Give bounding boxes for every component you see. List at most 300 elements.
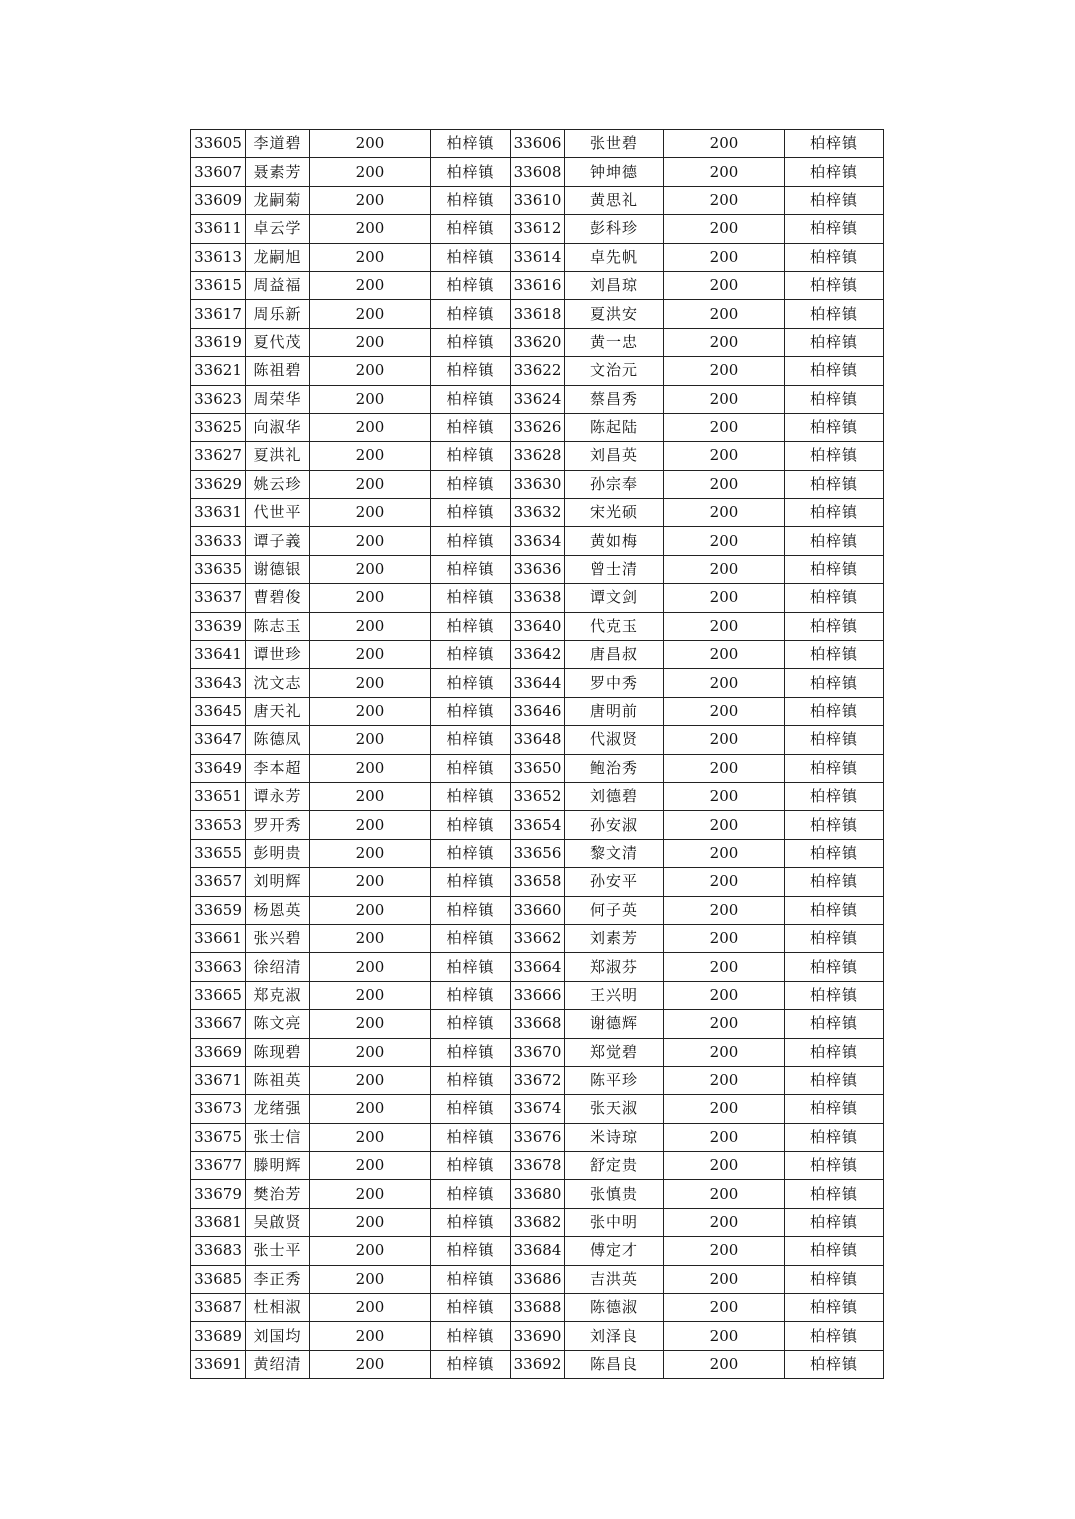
right-amount-cell: 200 — [664, 726, 785, 754]
left-amount-cell: 200 — [310, 1237, 431, 1265]
right-amount-cell: 200 — [664, 442, 785, 470]
right-id-cell: 33638 — [511, 584, 565, 612]
left-name-cell: 黄绍清 — [246, 1350, 310, 1378]
right-town-cell: 柏梓镇 — [785, 868, 884, 896]
left-id-cell: 33627 — [191, 442, 246, 470]
right-name-cell: 刘昌英 — [565, 442, 664, 470]
right-amount-cell: 200 — [664, 186, 785, 214]
right-id-cell: 33642 — [511, 641, 565, 669]
left-id-cell: 33643 — [191, 669, 246, 697]
left-name-cell: 刘国均 — [246, 1322, 310, 1350]
left-amount-cell: 200 — [310, 413, 431, 441]
left-town-cell: 柏梓镇 — [431, 385, 511, 413]
left-id-cell: 33617 — [191, 300, 246, 328]
table-row — [191, 527, 884, 555]
left-town-cell: 柏梓镇 — [431, 1066, 511, 1094]
right-amount-cell: 200 — [664, 271, 785, 299]
left-name-cell: 卓云学 — [246, 215, 310, 243]
left-id-cell: 33669 — [191, 1038, 246, 1066]
table-row — [191, 1265, 884, 1293]
right-name-cell: 王兴明 — [565, 981, 664, 1009]
left-name-cell: 谭永芳 — [246, 782, 310, 810]
right-name-cell: 宋光硕 — [565, 499, 664, 527]
right-name-cell: 黄一忠 — [565, 328, 664, 356]
right-amount-cell: 200 — [664, 470, 785, 498]
table-row — [191, 1010, 884, 1038]
left-id-cell: 33635 — [191, 555, 246, 583]
left-town-cell: 柏梓镇 — [431, 1294, 511, 1322]
right-id-cell: 33622 — [511, 357, 565, 385]
left-amount-cell: 200 — [310, 1123, 431, 1151]
right-id-cell: 33674 — [511, 1095, 565, 1123]
right-town-cell: 柏梓镇 — [785, 271, 884, 299]
right-name-cell: 谢德辉 — [565, 1010, 664, 1038]
right-id-cell: 33644 — [511, 669, 565, 697]
left-name-cell: 杜相淑 — [246, 1294, 310, 1322]
right-id-cell: 33640 — [511, 612, 565, 640]
left-id-cell: 33657 — [191, 868, 246, 896]
left-name-cell: 罗开秀 — [246, 811, 310, 839]
table-row — [191, 413, 884, 441]
table-row — [191, 215, 884, 243]
left-id-cell: 33609 — [191, 186, 246, 214]
right-town-cell: 柏梓镇 — [785, 555, 884, 583]
right-id-cell: 33616 — [511, 271, 565, 299]
left-amount-cell: 200 — [310, 442, 431, 470]
left-amount-cell: 200 — [310, 1010, 431, 1038]
right-id-cell: 33670 — [511, 1038, 565, 1066]
left-town-cell: 柏梓镇 — [431, 697, 511, 725]
table-row — [191, 300, 884, 328]
left-id-cell: 33655 — [191, 839, 246, 867]
right-amount-cell: 200 — [664, 612, 785, 640]
right-amount-cell: 200 — [664, 1265, 785, 1293]
left-id-cell: 33615 — [191, 271, 246, 299]
left-amount-cell: 200 — [310, 782, 431, 810]
left-name-cell: 陈志玉 — [246, 612, 310, 640]
right-name-cell: 刘素芳 — [565, 924, 664, 952]
left-town-cell: 柏梓镇 — [431, 158, 511, 186]
right-town-cell: 柏梓镇 — [785, 1322, 884, 1350]
right-amount-cell: 200 — [664, 584, 785, 612]
right-name-cell: 唐明前 — [565, 697, 664, 725]
left-amount-cell: 200 — [310, 896, 431, 924]
table-row — [191, 1123, 884, 1151]
left-amount-cell: 200 — [310, 754, 431, 782]
right-town-cell: 柏梓镇 — [785, 669, 884, 697]
right-amount-cell: 200 — [664, 1180, 785, 1208]
right-town-cell: 柏梓镇 — [785, 1237, 884, 1265]
left-town-cell: 柏梓镇 — [431, 1038, 511, 1066]
left-town-cell: 柏梓镇 — [431, 953, 511, 981]
right-amount-cell: 200 — [664, 300, 785, 328]
right-town-cell: 柏梓镇 — [785, 413, 884, 441]
right-id-cell: 33606 — [511, 130, 565, 158]
left-id-cell: 33639 — [191, 612, 246, 640]
left-town-cell: 柏梓镇 — [431, 130, 511, 158]
left-town-cell: 柏梓镇 — [431, 924, 511, 952]
left-name-cell: 陈现碧 — [246, 1038, 310, 1066]
left-id-cell: 33633 — [191, 527, 246, 555]
left-name-cell: 杨恩英 — [246, 896, 310, 924]
left-amount-cell: 200 — [310, 584, 431, 612]
right-town-cell: 柏梓镇 — [785, 924, 884, 952]
left-amount-cell: 200 — [310, 839, 431, 867]
right-id-cell: 33666 — [511, 981, 565, 1009]
left-name-cell: 唐天礼 — [246, 697, 310, 725]
left-name-cell: 龙嗣菊 — [246, 186, 310, 214]
left-name-cell: 樊治芳 — [246, 1180, 310, 1208]
left-town-cell: 柏梓镇 — [431, 868, 511, 896]
left-town-cell: 柏梓镇 — [431, 726, 511, 754]
right-name-cell: 刘德碧 — [565, 782, 664, 810]
table-row — [191, 1066, 884, 1094]
left-name-cell: 李本超 — [246, 754, 310, 782]
left-town-cell: 柏梓镇 — [431, 1123, 511, 1151]
left-amount-cell: 200 — [310, 499, 431, 527]
left-id-cell: 33689 — [191, 1322, 246, 1350]
right-town-cell: 柏梓镇 — [785, 385, 884, 413]
right-name-cell: 黄思礼 — [565, 186, 664, 214]
table-row — [191, 1350, 884, 1378]
right-id-cell: 33680 — [511, 1180, 565, 1208]
right-name-cell: 孙安淑 — [565, 811, 664, 839]
left-town-cell: 柏梓镇 — [431, 1095, 511, 1123]
right-town-cell: 柏梓镇 — [785, 612, 884, 640]
left-id-cell: 33691 — [191, 1350, 246, 1378]
left-id-cell: 33623 — [191, 385, 246, 413]
left-town-cell: 柏梓镇 — [431, 1152, 511, 1180]
left-name-cell: 张士平 — [246, 1237, 310, 1265]
table-row — [191, 1038, 884, 1066]
right-town-cell: 柏梓镇 — [785, 782, 884, 810]
right-amount-cell: 200 — [664, 1208, 785, 1236]
table-row — [191, 924, 884, 952]
right-name-cell: 何子英 — [565, 896, 664, 924]
left-town-cell: 柏梓镇 — [431, 271, 511, 299]
right-name-cell: 钟坤德 — [565, 158, 664, 186]
right-name-cell: 蔡昌秀 — [565, 385, 664, 413]
left-amount-cell: 200 — [310, 1322, 431, 1350]
left-amount-cell: 200 — [310, 385, 431, 413]
left-id-cell: 33651 — [191, 782, 246, 810]
right-town-cell: 柏梓镇 — [785, 300, 884, 328]
right-amount-cell: 200 — [664, 782, 785, 810]
right-amount-cell: 200 — [664, 754, 785, 782]
right-name-cell: 曾士清 — [565, 555, 664, 583]
right-amount-cell: 200 — [664, 1038, 785, 1066]
right-id-cell: 33688 — [511, 1294, 565, 1322]
left-amount-cell: 200 — [310, 300, 431, 328]
table-row — [191, 328, 884, 356]
left-amount-cell: 200 — [310, 1265, 431, 1293]
table-row — [191, 271, 884, 299]
left-amount-cell: 200 — [310, 1095, 431, 1123]
right-name-cell: 陈德淑 — [565, 1294, 664, 1322]
table-row — [191, 357, 884, 385]
table-row — [191, 839, 884, 867]
right-name-cell: 刘泽良 — [565, 1322, 664, 1350]
right-id-cell: 33654 — [511, 811, 565, 839]
right-name-cell: 刘昌琼 — [565, 271, 664, 299]
left-id-cell: 33619 — [191, 328, 246, 356]
left-name-cell: 谭世珍 — [246, 641, 310, 669]
left-name-cell: 滕明辉 — [246, 1152, 310, 1180]
right-name-cell: 卓先帆 — [565, 243, 664, 271]
right-town-cell: 柏梓镇 — [785, 1208, 884, 1236]
left-town-cell: 柏梓镇 — [431, 1180, 511, 1208]
left-amount-cell: 200 — [310, 1038, 431, 1066]
right-id-cell: 33662 — [511, 924, 565, 952]
table-row — [191, 499, 884, 527]
right-town-cell: 柏梓镇 — [785, 1010, 884, 1038]
right-name-cell: 陈起陆 — [565, 413, 664, 441]
table-row — [191, 641, 884, 669]
left-amount-cell: 200 — [310, 1208, 431, 1236]
right-town-cell: 柏梓镇 — [785, 527, 884, 555]
right-name-cell: 张中明 — [565, 1208, 664, 1236]
left-amount-cell: 200 — [310, 981, 431, 1009]
left-town-cell: 柏梓镇 — [431, 782, 511, 810]
left-name-cell: 陈德凤 — [246, 726, 310, 754]
left-name-cell: 聂素芳 — [246, 158, 310, 186]
left-town-cell: 柏梓镇 — [431, 1010, 511, 1038]
right-id-cell: 33672 — [511, 1066, 565, 1094]
left-name-cell: 彭明贵 — [246, 839, 310, 867]
left-town-cell: 柏梓镇 — [431, 470, 511, 498]
right-name-cell: 张世碧 — [565, 130, 664, 158]
left-name-cell: 夏代茂 — [246, 328, 310, 356]
left-amount-cell: 200 — [310, 130, 431, 158]
right-id-cell: 33648 — [511, 726, 565, 754]
table-row — [191, 1095, 884, 1123]
right-amount-cell: 200 — [664, 130, 785, 158]
left-town-cell: 柏梓镇 — [431, 641, 511, 669]
left-amount-cell: 200 — [310, 243, 431, 271]
left-name-cell: 谢德银 — [246, 555, 310, 583]
left-id-cell: 33659 — [191, 896, 246, 924]
left-name-cell: 李正秀 — [246, 1265, 310, 1293]
right-amount-cell: 200 — [664, 1010, 785, 1038]
left-id-cell: 33641 — [191, 641, 246, 669]
left-id-cell: 33681 — [191, 1208, 246, 1236]
right-amount-cell: 200 — [664, 1322, 785, 1350]
right-id-cell: 33610 — [511, 186, 565, 214]
left-name-cell: 向淑华 — [246, 413, 310, 441]
right-name-cell: 唐昌叔 — [565, 641, 664, 669]
left-town-cell: 柏梓镇 — [431, 1265, 511, 1293]
right-name-cell: 彭科珍 — [565, 215, 664, 243]
left-id-cell: 33647 — [191, 726, 246, 754]
right-amount-cell: 200 — [664, 1237, 785, 1265]
left-id-cell: 33675 — [191, 1123, 246, 1151]
right-amount-cell: 200 — [664, 413, 785, 441]
left-amount-cell: 200 — [310, 811, 431, 839]
table-row — [191, 697, 884, 725]
left-name-cell: 张士信 — [246, 1123, 310, 1151]
left-id-cell: 33665 — [191, 981, 246, 1009]
table-row — [191, 1180, 884, 1208]
right-town-cell: 柏梓镇 — [785, 499, 884, 527]
table-row — [191, 726, 884, 754]
right-name-cell: 傅定才 — [565, 1237, 664, 1265]
right-town-cell: 柏梓镇 — [785, 953, 884, 981]
right-amount-cell: 200 — [664, 924, 785, 952]
left-amount-cell: 200 — [310, 1180, 431, 1208]
left-amount-cell: 200 — [310, 271, 431, 299]
table-row — [191, 896, 884, 924]
left-town-cell: 柏梓镇 — [431, 1208, 511, 1236]
right-town-cell: 柏梓镇 — [785, 981, 884, 1009]
table-row — [191, 186, 884, 214]
right-amount-cell: 200 — [664, 1095, 785, 1123]
right-id-cell: 33614 — [511, 243, 565, 271]
right-town-cell: 柏梓镇 — [785, 1180, 884, 1208]
right-name-cell: 孙安平 — [565, 868, 664, 896]
left-id-cell: 33661 — [191, 924, 246, 952]
left-id-cell: 33663 — [191, 953, 246, 981]
left-id-cell: 33679 — [191, 1180, 246, 1208]
left-name-cell: 吴啟贤 — [246, 1208, 310, 1236]
right-id-cell: 33676 — [511, 1123, 565, 1151]
right-name-cell: 吉洪英 — [565, 1265, 664, 1293]
left-town-cell: 柏梓镇 — [431, 669, 511, 697]
right-name-cell: 夏洪安 — [565, 300, 664, 328]
right-town-cell: 柏梓镇 — [785, 896, 884, 924]
left-town-cell: 柏梓镇 — [431, 1237, 511, 1265]
left-id-cell: 33653 — [191, 811, 246, 839]
left-amount-cell: 200 — [310, 669, 431, 697]
left-id-cell: 33605 — [191, 130, 246, 158]
right-town-cell: 柏梓镇 — [785, 1152, 884, 1180]
table-row — [191, 811, 884, 839]
table-row — [191, 470, 884, 498]
left-town-cell: 柏梓镇 — [431, 839, 511, 867]
right-amount-cell: 200 — [664, 839, 785, 867]
right-name-cell: 谭文剑 — [565, 584, 664, 612]
left-town-cell: 柏梓镇 — [431, 442, 511, 470]
right-amount-cell: 200 — [664, 1294, 785, 1322]
left-id-cell: 33613 — [191, 243, 246, 271]
right-town-cell: 柏梓镇 — [785, 1265, 884, 1293]
right-amount-cell: 200 — [664, 527, 785, 555]
left-name-cell: 陈祖碧 — [246, 357, 310, 385]
left-id-cell: 33685 — [191, 1265, 246, 1293]
right-name-cell: 代克玉 — [565, 612, 664, 640]
left-town-cell: 柏梓镇 — [431, 243, 511, 271]
left-id-cell: 33671 — [191, 1066, 246, 1094]
left-town-cell: 柏梓镇 — [431, 811, 511, 839]
right-id-cell: 33646 — [511, 697, 565, 725]
right-town-cell: 柏梓镇 — [785, 754, 884, 782]
left-name-cell: 周乐新 — [246, 300, 310, 328]
left-town-cell: 柏梓镇 — [431, 357, 511, 385]
right-id-cell: 33682 — [511, 1208, 565, 1236]
right-id-cell: 33686 — [511, 1265, 565, 1293]
right-id-cell: 33668 — [511, 1010, 565, 1038]
right-town-cell: 柏梓镇 — [785, 726, 884, 754]
right-amount-cell: 200 — [664, 555, 785, 583]
left-town-cell: 柏梓镇 — [431, 527, 511, 555]
table-row — [191, 1152, 884, 1180]
left-name-cell: 陈文亮 — [246, 1010, 310, 1038]
right-id-cell: 33634 — [511, 527, 565, 555]
right-name-cell: 郑淑芬 — [565, 953, 664, 981]
table-row — [191, 953, 884, 981]
right-amount-cell: 200 — [664, 158, 785, 186]
table-row — [191, 868, 884, 896]
right-id-cell: 33678 — [511, 1152, 565, 1180]
right-town-cell: 柏梓镇 — [785, 442, 884, 470]
right-id-cell: 33658 — [511, 868, 565, 896]
left-amount-cell: 200 — [310, 1294, 431, 1322]
right-town-cell: 柏梓镇 — [785, 215, 884, 243]
right-name-cell: 陈平珍 — [565, 1066, 664, 1094]
left-name-cell: 徐绍清 — [246, 953, 310, 981]
right-id-cell: 33624 — [511, 385, 565, 413]
table-row — [191, 130, 884, 158]
left-amount-cell: 200 — [310, 555, 431, 583]
left-id-cell: 33673 — [191, 1095, 246, 1123]
right-town-cell: 柏梓镇 — [785, 584, 884, 612]
left-town-cell: 柏梓镇 — [431, 555, 511, 583]
left-name-cell: 郑克淑 — [246, 981, 310, 1009]
table-row — [191, 584, 884, 612]
right-town-cell: 柏梓镇 — [785, 1095, 884, 1123]
left-name-cell: 李道碧 — [246, 130, 310, 158]
right-amount-cell: 200 — [664, 385, 785, 413]
left-name-cell: 周益福 — [246, 271, 310, 299]
left-amount-cell: 200 — [310, 1066, 431, 1094]
right-amount-cell: 200 — [664, 697, 785, 725]
left-name-cell: 沈文志 — [246, 669, 310, 697]
right-name-cell: 郑觉碧 — [565, 1038, 664, 1066]
left-id-cell: 33637 — [191, 584, 246, 612]
right-amount-cell: 200 — [664, 357, 785, 385]
right-id-cell: 33636 — [511, 555, 565, 583]
left-name-cell: 张兴碧 — [246, 924, 310, 952]
right-name-cell: 舒定贵 — [565, 1152, 664, 1180]
left-amount-cell: 200 — [310, 697, 431, 725]
right-name-cell: 张慎贵 — [565, 1180, 664, 1208]
left-id-cell: 33683 — [191, 1237, 246, 1265]
left-amount-cell: 200 — [310, 470, 431, 498]
left-name-cell: 姚云珍 — [246, 470, 310, 498]
right-name-cell: 张天淑 — [565, 1095, 664, 1123]
left-amount-cell: 200 — [310, 357, 431, 385]
right-town-cell: 柏梓镇 — [785, 1066, 884, 1094]
left-town-cell: 柏梓镇 — [431, 413, 511, 441]
left-amount-cell: 200 — [310, 1152, 431, 1180]
left-amount-cell: 200 — [310, 328, 431, 356]
left-amount-cell: 200 — [310, 1350, 431, 1378]
right-id-cell: 33664 — [511, 953, 565, 981]
right-amount-cell: 200 — [664, 811, 785, 839]
right-town-cell: 柏梓镇 — [785, 839, 884, 867]
left-amount-cell: 200 — [310, 186, 431, 214]
left-amount-cell: 200 — [310, 868, 431, 896]
right-town-cell: 柏梓镇 — [785, 641, 884, 669]
left-town-cell: 柏梓镇 — [431, 1350, 511, 1378]
right-name-cell: 罗中秀 — [565, 669, 664, 697]
left-name-cell: 曹碧俊 — [246, 584, 310, 612]
right-amount-cell: 200 — [664, 669, 785, 697]
table-row — [191, 1237, 884, 1265]
right-amount-cell: 200 — [664, 868, 785, 896]
table-row — [191, 442, 884, 470]
right-town-cell: 柏梓镇 — [785, 1294, 884, 1322]
right-amount-cell: 200 — [664, 1066, 785, 1094]
